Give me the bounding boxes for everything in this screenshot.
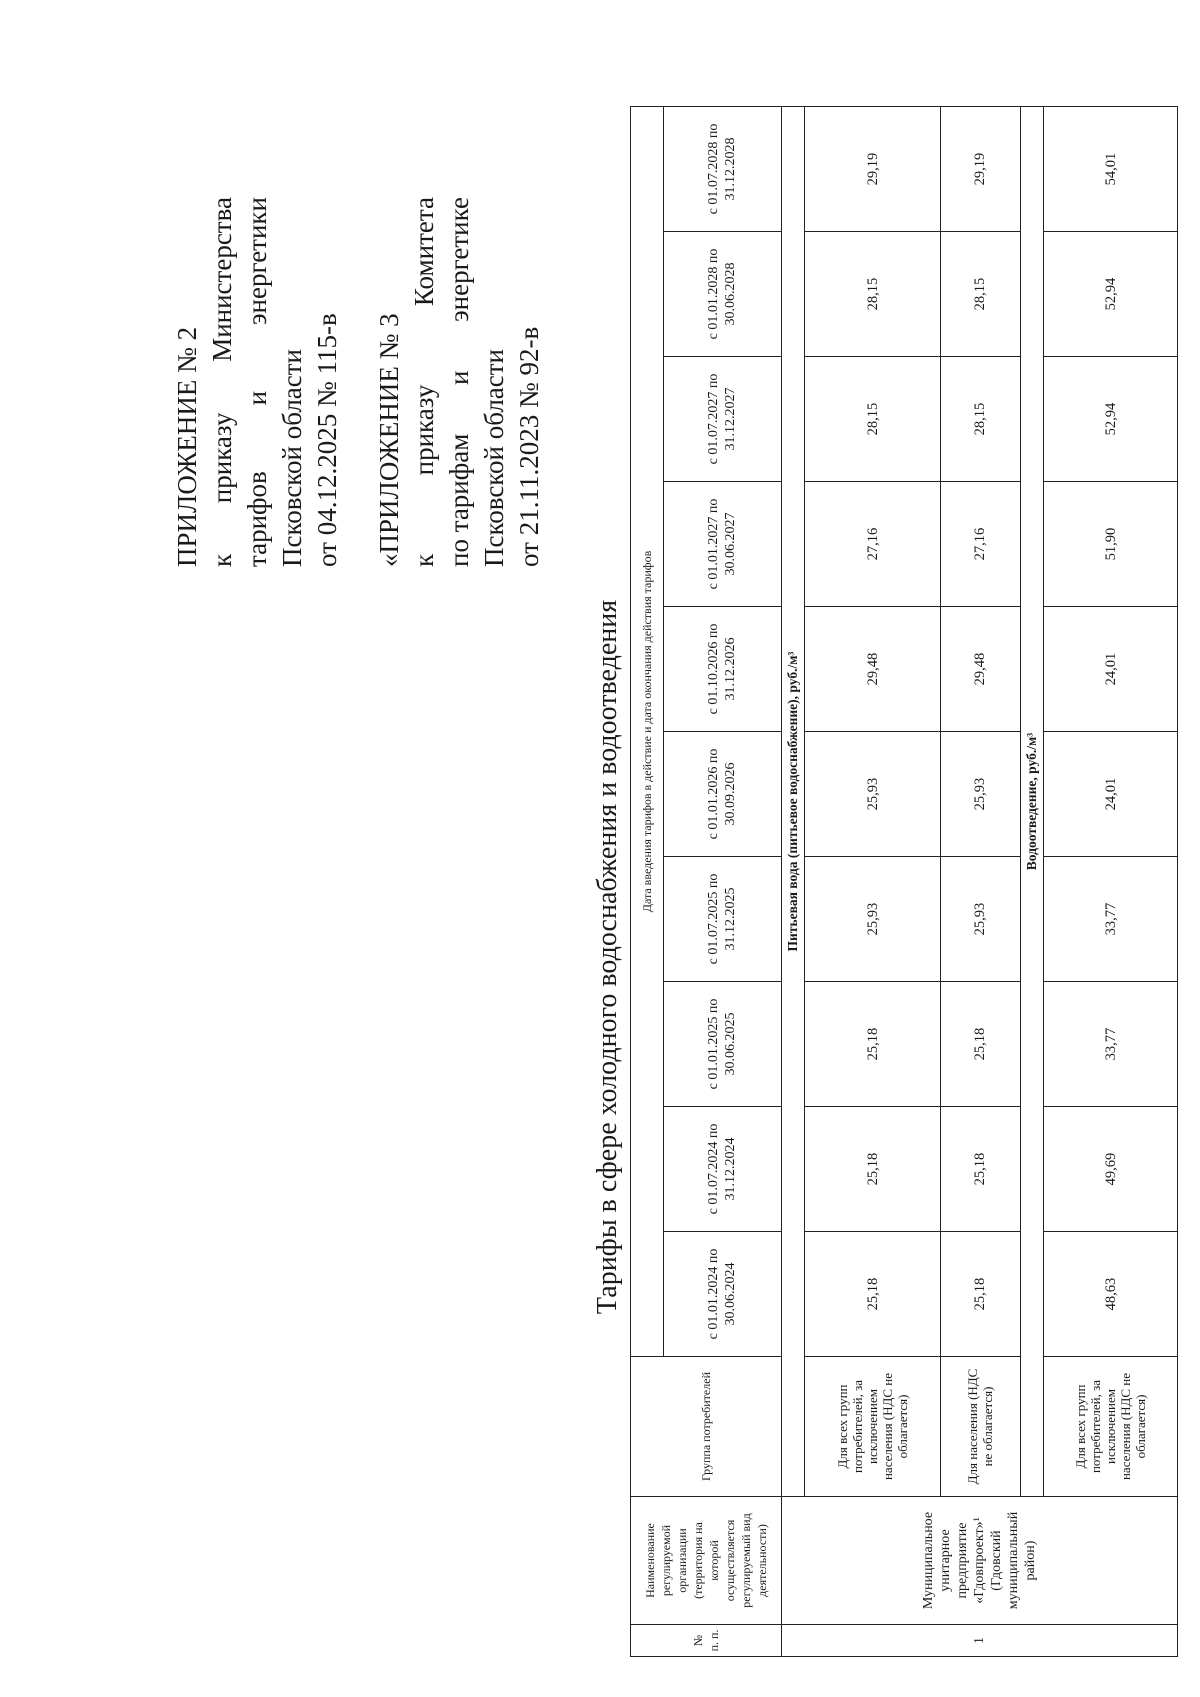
table-row: [1044, 107, 1178, 1657]
section-title-sewerage: Водоотведение, руб./м³: [1020, 107, 1044, 1497]
period-header: с 01.07.2025 по 31.12.2025: [664, 857, 781, 982]
tariff-value: 33,77: [1044, 982, 1178, 1107]
tariff-value: 52,94: [1044, 357, 1178, 482]
appendix-title: ПРИЛОЖЕНИЕ № 2: [172, 326, 202, 567]
period-header: с 01.01.2025 по 30.06.2025: [664, 982, 781, 1107]
tariff-value: 25,93: [805, 732, 941, 857]
tariff-value: 28,15: [941, 232, 1020, 357]
organization-name: Муниципальное унитарное предприятие «Гдовпроект»¹ (Гдовский муниципальный район): [781, 1497, 1177, 1625]
tariff-value: 54,01: [1044, 107, 1178, 232]
tariff-value: 25,18: [941, 1232, 1020, 1357]
tariff-value: 49,69: [1044, 1107, 1178, 1232]
tariff-value: 25,18: [805, 1107, 941, 1232]
appendix-word: энергетике: [444, 197, 474, 322]
period-header: с 01.01.2028 по 30.06.2028: [664, 232, 781, 357]
appendix-word: приказу: [409, 384, 439, 476]
appendix-word: энергетики: [242, 197, 272, 326]
tariff-value: 24,01: [1044, 732, 1178, 857]
appendix-word: к: [207, 553, 237, 567]
tariff-value: 25,18: [805, 1232, 941, 1357]
appendix-line: [442, 197, 477, 567]
tariff-value: 25,18: [941, 1107, 1020, 1232]
appendix-block: [170, 197, 547, 567]
tariff-value: 25,93: [941, 732, 1020, 857]
tariff-value: 51,90: [1044, 482, 1178, 607]
tariff-value: 27,16: [941, 482, 1020, 607]
table-row: [805, 107, 941, 1657]
header-organization: Наименование регулируемой организации (территория на которой осуществляется регулируемый вид деятельности): [631, 1497, 782, 1625]
tariff-value: 25,18: [805, 982, 941, 1107]
appendix-date: от 04.12.2025 № 115-в: [312, 313, 342, 567]
appendix-word: к: [409, 553, 439, 567]
appendix-word: Министерства: [207, 197, 237, 362]
document-title: Тарифы в сфере холодного водоснабжения и водоотведения: [592, 599, 623, 1315]
table-row: [941, 107, 1020, 1657]
tariff-value: 29,19: [805, 107, 941, 232]
appendix-word: тарифов: [242, 471, 272, 567]
consumer-group-cell: Для всех групп потребителей, за исключением населения (НДС не облагается): [805, 1357, 941, 1497]
period-header: с 01.07.2024 по 31.12.2024: [664, 1107, 781, 1232]
appendix-word: Комитета: [409, 197, 439, 307]
table-header-row: [631, 107, 664, 1657]
period-header: с 01.01.2027 по 30.06.2027: [664, 482, 781, 607]
tariff-value: 28,15: [805, 232, 941, 357]
appendix-line: Псковской области: [277, 348, 307, 567]
appendix-word: и: [242, 390, 272, 406]
period-header: с 01.01.2024 по 30.06.2024: [664, 1232, 781, 1357]
tariff-value: 33,77: [1044, 857, 1178, 982]
period-header: с 01.01.2026 по 30.09.2026: [664, 732, 781, 857]
section-row-sewerage: [1020, 107, 1044, 1657]
tariff-value: 28,15: [805, 357, 941, 482]
tariff-table: [630, 106, 1178, 1657]
header-dates-group: Дата введения тарифов в действие и дата окончания действия тарифов: [631, 107, 664, 1357]
period-header: с 01.07.2028 по 31.12.2028: [664, 107, 781, 232]
appendix-original-date: от 21.11.2023 № 92-в: [514, 326, 544, 567]
section-title-water: Питьевая вода (питьевое водоснабжение), руб./м³: [781, 107, 805, 1497]
period-header: с 01.10.2026 по 31.12.2026: [664, 607, 781, 732]
appendix-word: по тарифам: [444, 433, 474, 567]
appendix-line: Псковской области: [479, 348, 509, 567]
appendix-line: [240, 197, 275, 567]
appendix-word: и: [444, 370, 474, 386]
consumer-group-cell: Для населения (НДС не облагается): [941, 1357, 1020, 1497]
tariff-value: 25,93: [941, 857, 1020, 982]
section-row-water: [781, 107, 805, 1657]
appendix-line: [205, 197, 240, 567]
tariff-value: 48,63: [1044, 1232, 1178, 1357]
tariff-value: 25,18: [941, 982, 1020, 1107]
appendix-line: [407, 197, 442, 567]
appendix-word: приказу: [207, 412, 237, 504]
tariff-value: 29,48: [941, 607, 1020, 732]
tariff-value: 25,93: [805, 857, 941, 982]
period-header: с 01.07.2027 по 31.12.2027: [664, 357, 781, 482]
tariff-value: 29,19: [941, 107, 1020, 232]
tariff-value: 24,01: [1044, 607, 1178, 732]
header-consumer-group: Группа потребителей: [631, 1357, 782, 1497]
tariff-value: 29,48: [805, 607, 941, 732]
appendix-original-title: «ПРИЛОЖЕНИЕ № 3: [374, 313, 404, 567]
row-number: 1: [781, 1625, 1177, 1657]
tariff-value: 52,94: [1044, 232, 1178, 357]
header-number: № п. п.: [631, 1625, 782, 1657]
consumer-group-cell: Для всех групп потребителей, за исключением населения (НДС не облагается): [1044, 1357, 1178, 1497]
tariff-value: 27,16: [805, 482, 941, 607]
tariff-value: 28,15: [941, 357, 1020, 482]
